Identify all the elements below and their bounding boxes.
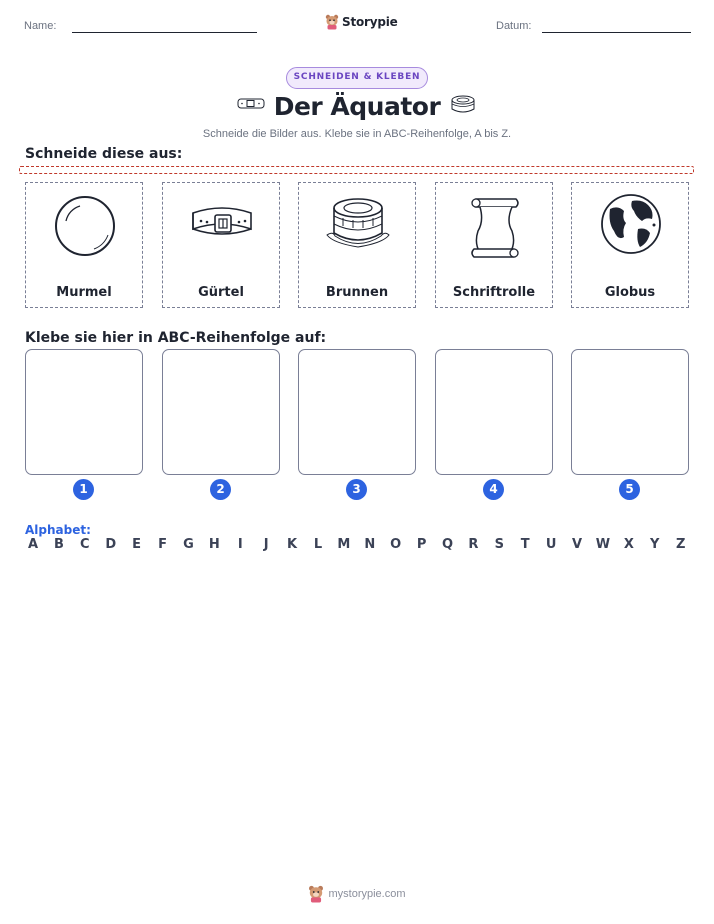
letter: H xyxy=(208,537,220,552)
activity-badge: SCHNEIDEN & KLEBEN xyxy=(286,67,428,89)
letter: Q xyxy=(441,537,454,552)
brand-name: Storypie xyxy=(342,15,398,29)
letter: W xyxy=(595,537,611,552)
date-field[interactable] xyxy=(542,32,691,33)
letter: Y xyxy=(650,537,660,552)
slot-number-5: 5 xyxy=(619,479,640,500)
letter: G xyxy=(183,537,194,552)
card-label: Schriftrolle xyxy=(452,285,536,300)
letter: F xyxy=(158,537,167,552)
card-label: Globus xyxy=(604,285,656,300)
cut-card-murmel[interactable] xyxy=(25,182,143,308)
paste-slot-4[interactable] xyxy=(435,349,553,475)
cut-card-globus[interactable] xyxy=(571,182,689,308)
cut-card-brunnen[interactable] xyxy=(298,182,416,308)
slot-number-1: 1 xyxy=(73,479,94,500)
slot-number-3: 3 xyxy=(346,479,367,500)
bear-mascot-icon xyxy=(308,885,324,903)
letter: P xyxy=(416,537,427,552)
instructions: Schneide die Bilder aus. Klebe sie in ABC-Reihenfolge, A bis Z. xyxy=(202,128,512,140)
slot-number-4: 4 xyxy=(483,479,504,500)
letter: V xyxy=(572,537,583,552)
paste-slot-2[interactable] xyxy=(162,349,280,475)
letter: K xyxy=(287,537,298,552)
well-icon xyxy=(323,191,393,261)
page-title: Der Äquator xyxy=(273,92,441,121)
footer xyxy=(0,885,714,903)
letter: Z xyxy=(675,537,686,552)
bear-mascot-icon xyxy=(325,14,339,30)
letter: E xyxy=(132,537,142,552)
letter: D xyxy=(105,537,117,552)
letter: I xyxy=(237,537,243,552)
letter: S xyxy=(494,537,504,552)
letter: N xyxy=(364,537,376,552)
card-label: Gürtel xyxy=(198,285,244,300)
card-label: Murmel xyxy=(56,285,112,300)
name-label: Name: xyxy=(24,20,57,32)
letter: C xyxy=(80,537,90,552)
letter: J xyxy=(263,537,269,552)
letter: X xyxy=(623,537,634,552)
footer-link[interactable]: mystorypie.com xyxy=(328,888,406,900)
date-label: Datum: xyxy=(496,20,532,32)
marble-icon xyxy=(50,191,120,261)
letter: B xyxy=(53,537,64,552)
cut-heading: Schneide diese aus: xyxy=(25,146,183,162)
cut-line xyxy=(19,166,694,174)
paste-heading: Klebe sie hier in ABC-Reihenfolge auf: xyxy=(25,330,327,346)
belt-icon xyxy=(187,191,257,261)
slot-number-2: 2 xyxy=(210,479,231,500)
name-field[interactable] xyxy=(72,32,257,33)
letter: O xyxy=(390,537,402,552)
letter: L xyxy=(313,537,323,552)
alphabet-label: Alphabet: xyxy=(25,523,91,537)
letter: R xyxy=(468,537,479,552)
cut-card-guertel[interactable] xyxy=(162,182,280,308)
well-decoration-icon xyxy=(448,94,478,116)
paste-slot-3[interactable] xyxy=(298,349,416,475)
letter: U xyxy=(545,537,557,552)
alphabet-row xyxy=(25,537,689,552)
card-label: Brunnen xyxy=(325,285,389,300)
brand-logo xyxy=(325,14,398,30)
cut-card-schriftrolle[interactable] xyxy=(435,182,553,308)
letter: A xyxy=(27,537,39,552)
paste-slot-5[interactable] xyxy=(571,349,689,475)
letter: M xyxy=(337,537,351,552)
letter: T xyxy=(520,537,530,552)
paste-slot-1[interactable] xyxy=(25,349,143,475)
scroll-icon xyxy=(460,191,530,261)
globe-icon xyxy=(596,191,666,261)
header xyxy=(24,14,691,38)
title-row xyxy=(0,92,714,126)
